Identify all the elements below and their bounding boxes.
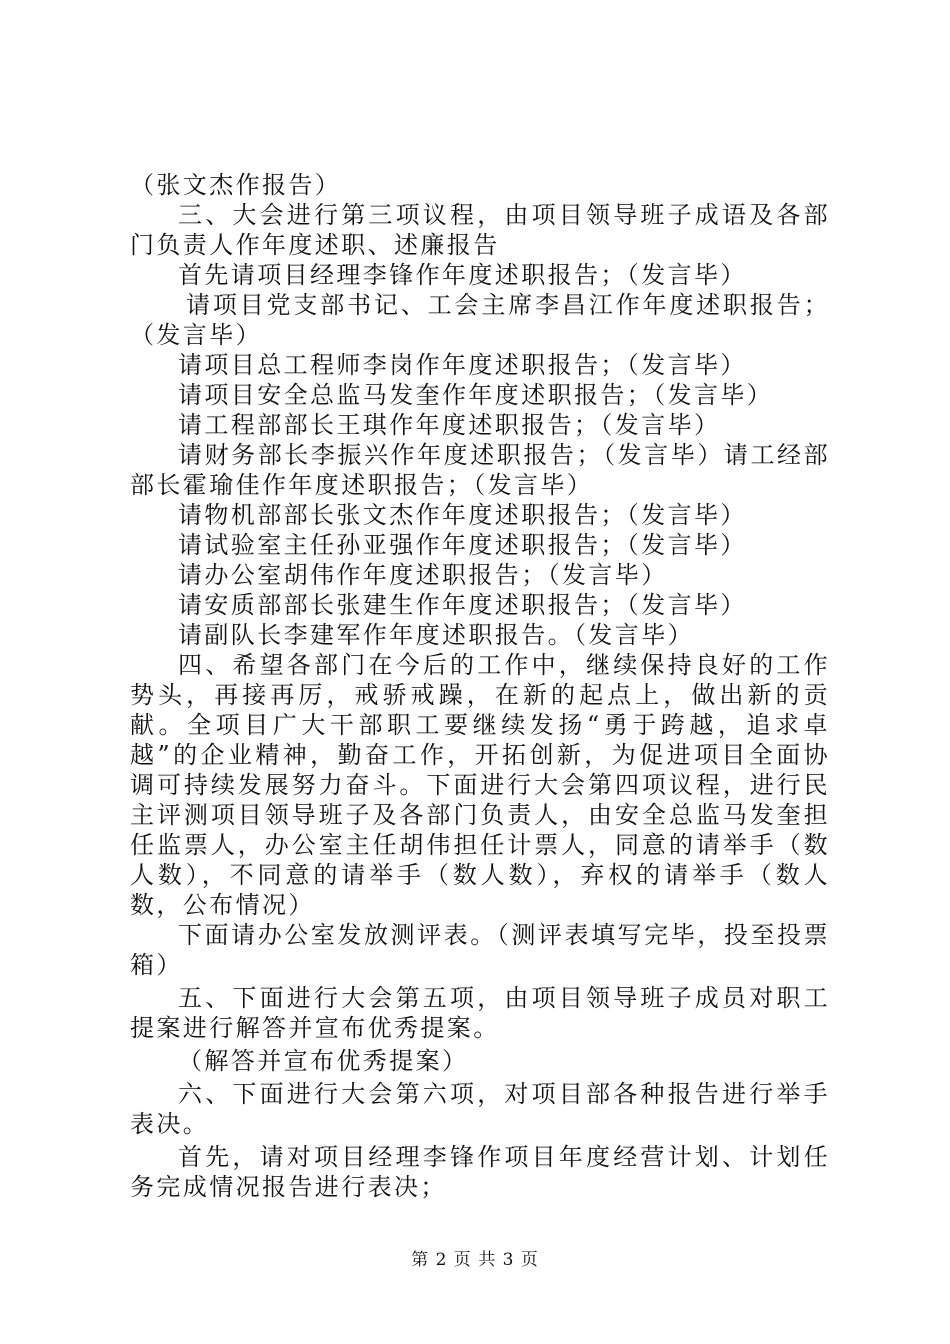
- paragraph-speaker: 请办公室胡伟作年度述职报告；（发言毕）: [178, 561, 668, 589]
- paragraph-speaker: 请项目党支部书记、工会主席李昌江作年度述职报告；（发言毕）: [130, 291, 830, 349]
- page-footer: 第 2 页 共 3 页: [411, 1250, 539, 1270]
- paragraph-vote-first: 首先，请对项目经理李锋作项目年度经营计划、计划任务完成情况报告进行表决；: [130, 1143, 830, 1201]
- paragraph-agenda-four: 四、希望各部门在今后的工作中，继续保持良好的工作势头，再接再厉，戒骄戒躁，在新的起点上，做出新的贡献。全项目广大干部职工要继续发扬“勇于跨越，追求卓越”的企业精神，勤奋工作，开拓创新，为促进项目全面协调可持续发展努力奋斗。下面进行大会第四项议程，进行民主评测项目领导班子及各部门负责人，由安全总监马发奎担任监票人，办公室主任胡伟担任计票人，同意的请举手（数人数），不同意的请举手（数人数），弃权的请举手（数人数，公布情况）: [130, 651, 830, 919]
- paragraph-answer-note: （解答并宣布优秀提案）: [178, 1047, 469, 1075]
- paragraph-speaker: 请工程部部长王琪作年度述职报告；（发言毕）: [178, 411, 721, 439]
- paragraph-agenda-three: 三、大会进行第三项议程，由项目领导班子成语及各部门负责人作年度述职、述廉报告: [130, 201, 830, 259]
- paragraph-speaker: 请副队长李建军作年度述职报告。（发言毕）: [178, 621, 694, 649]
- paragraph-speaker: 请物机部部长张文杰作年度述职报告；（发言毕）: [178, 501, 747, 529]
- paragraph-speaker: 请财务部长李振兴作年度述职报告；（发言毕）请工经部部长霍瑜佳作年度述职报告；（发言毕）: [130, 441, 830, 499]
- paragraph-speaker: 请项目安全总监马发奎作年度述职报告；（发言毕）: [178, 381, 774, 409]
- document-body: [130, 170, 830, 1202]
- paragraph-speaker: 请安质部部长张建生作年度述职报告；（发言毕）: [178, 591, 747, 619]
- paragraph-speaker: 请项目总工程师李岗作年度述职报告；（发言毕）: [178, 351, 747, 379]
- paragraph-agenda-five: 五、下面进行大会第五项，由项目领导班子成员对职工提案进行解答并宣布优秀提案。: [130, 984, 830, 1042]
- paragraph-report-note: （张文杰作报告）: [130, 171, 342, 199]
- paragraph-ballot: 下面请办公室发放测评表。（测评表填写完毕，投至投票箱）: [130, 921, 830, 979]
- paragraph-speaker: 首先请项目经理李锋作年度述职报告；（发言毕）: [178, 261, 747, 289]
- paragraph-speaker: 请试验室主任孙亚强作年度述职报告；（发言毕）: [178, 531, 747, 559]
- paragraph-agenda-six: 六、下面进行大会第六项，对项目部各种报告进行举手表决。: [130, 1080, 830, 1138]
